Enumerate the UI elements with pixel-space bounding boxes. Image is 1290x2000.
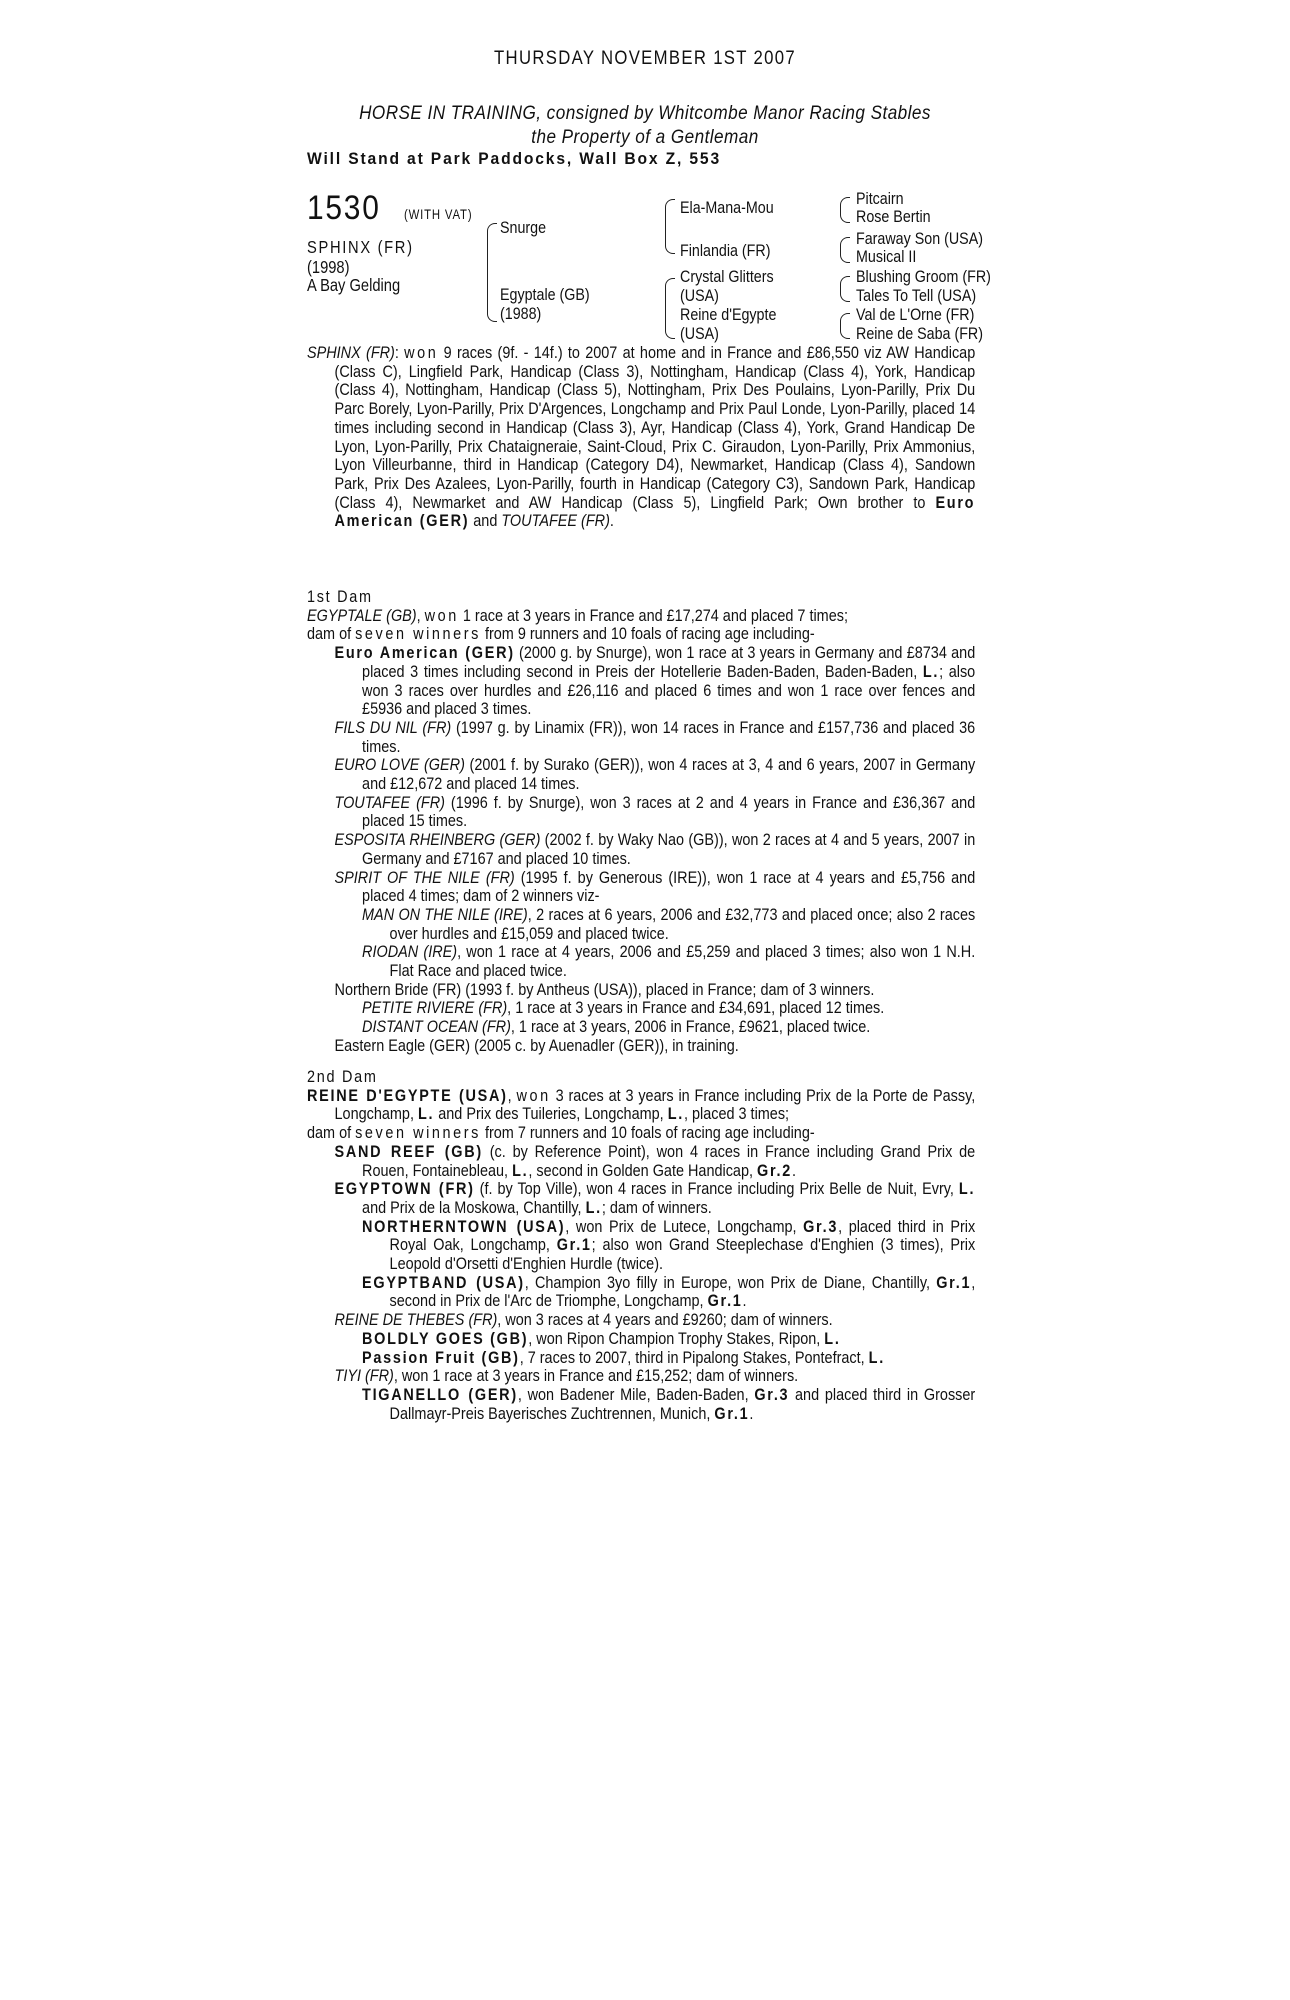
pedigree-sdd: Musical II [856, 247, 917, 266]
produce-entry [307, 943, 975, 980]
produce-name: REINE DE THEBES (FR) [334, 1310, 498, 1330]
sale-date: THURSDAY NOVEMBER 1ST 2007 [494, 48, 796, 69]
pedigree-sire-dam: Finlandia (FR) [680, 241, 771, 260]
first-dam-section [307, 588, 975, 1056]
produce-entry [307, 794, 975, 831]
produce-name: EGYPTBAND (USA) [362, 1272, 525, 1292]
brace-sd-bottom [840, 250, 850, 263]
produce-text: . [791, 1160, 796, 1180]
record-won: won [404, 343, 439, 362]
first-dam-entries [307, 644, 975, 1055]
produce-name: FILS DU NIL (FR) [334, 717, 452, 737]
first-dam-heading: 1st Dam [307, 587, 373, 606]
produce-grade: L. [958, 1179, 976, 1199]
produce-name: Euro American (GER) [334, 643, 515, 663]
produce-text: ; also won Grand Steeplechase d'Enghien (3 times), Prix Leopold d'Orsetti d'Enghien Hurdle (twice). [389, 1235, 976, 1274]
produce-text: , won 1 race at 3 years in France and £15,252; dam of winners. [393, 1366, 799, 1386]
record-sister: TOUTAFEE (FR) [501, 511, 610, 531]
produce-entry [307, 1274, 975, 1311]
second-dam-grade-2: L. [667, 1104, 684, 1124]
pedigree-dds: Val de L'Orne (FR) [856, 305, 975, 324]
first-dam-produce [307, 625, 975, 644]
produce-name: BOLDLY GOES (GB) [362, 1328, 529, 1348]
record-and: and [469, 511, 502, 531]
pedigree-dam-sire-country: (USA) [680, 286, 719, 305]
produce-text: and Prix de la Moskowa, Chantilly, [362, 1197, 586, 1217]
brace-sire-bottom [665, 224, 675, 254]
produce-name: TOUTAFEE (FR) [334, 792, 445, 812]
horse-year: (1998) [307, 257, 350, 277]
produce-entry [307, 1330, 975, 1349]
record-horse-name: SPHINX (FR) [307, 343, 395, 362]
produce-entry [307, 999, 975, 1018]
pedigree-dam-dam-country: (USA) [680, 324, 719, 343]
produce-name: MAN ON THE NILE (IRE) [362, 904, 528, 924]
produce-text: , 1 race at 3 years in France and £34,691, placed 12 times. [507, 998, 885, 1018]
produce-entry [307, 1349, 975, 1368]
pedigree-dsd: Tales To Tell (USA) [856, 286, 977, 305]
second-dam-dam-of: dam of [307, 1123, 356, 1143]
produce-entry [307, 1311, 975, 1330]
produce-grade: Gr.1 [936, 1272, 972, 1292]
horse-description: A Bay Gelding [307, 275, 401, 295]
produce-grade: Gr.1 [556, 1235, 592, 1255]
produce-name: EGYPTOWN (FR) [334, 1179, 475, 1199]
record-brother: Euro American (GER) [334, 492, 976, 531]
produce-text: , won Prix de Lutece, Longchamp, [565, 1216, 804, 1236]
pedigree-sss: Pitcairn [856, 189, 904, 208]
produce-text: (2001 f. by Surako (GER)), won 4 races at 3, 4 and 6 years, 2007 in Germany and £12,672 and placed 14 times. [362, 755, 976, 794]
produce-text: , second in Golden Gate Handicap, [528, 1160, 758, 1180]
produce-text: (2000 g. by Snurge), won 1 race at 3 years in Germany and £8734 and placed 3 times including second in Preis der Hotellerie Baden-Baden, Baden-Baden, [362, 643, 976, 681]
produce-name: TIYI (FR) [334, 1366, 394, 1386]
brace-gen1-top [487, 223, 497, 264]
produce-text: (f. by Top Ville), won 4 races in France including Prix Belle de Nuit, Evry, [474, 1179, 959, 1199]
produce-entry [307, 831, 975, 868]
produce-name: EURO LOVE (GER) [334, 755, 465, 775]
pedigree-ssd: Rose Bertin [856, 207, 931, 226]
produce-text: (1997 g. by Linamix (FR)), won 14 races in France and £157,736 and placed 36 times. [362, 717, 976, 756]
record-end: . [609, 511, 614, 531]
produce-entry [307, 719, 975, 756]
lot-number: 1530 [307, 189, 381, 227]
first-dam-winners: seven winners [355, 624, 481, 644]
racing-record: SPHINX (FR): won 9 races (9f. - 14f.) to 2007 at home and in France and £86,550 viz AW Handicap (Class C), Lingfield Park, Handicap (Class 3), Nottingham, Handicap (Class 4), York, Handicap (Class 4), Nottingham, Handicap (Class 5), Nottingham, Prix Des Poulains, Lyon-Parilly, Prix Du Parc Borely, Lyon-Parilly, Prix D'Argences, Longchamp and Prix Paul Londe, Lyon-Parilly, placed 14 times including second in Handicap (Class 3), Ayr, Handicap (Class 4), York, Grand Handicap De Lyon, Lyon-Parilly, Prix Chataigneraie, Saint-Cloud, Prix C. Giraudon, Lyon-Parilly, Prix Ammonius, Lyon Villeurbanne, third in Handicap (Category D4), Newmarket, Handicap (Class 4), Sandown Park, Prix Des Azalees, Lyon-Parilly, fourth in Handicap (Category C3), Sandown Park, Handicap (Class 4), Newmarket and AW Handicap (Class 5), Lingfield Park; Own brother to Euro American (GER) and TOUTAFEE (FR). [307, 343, 976, 531]
produce-text: , won 3 races at 4 years and £9260; dam of winners. [497, 1310, 833, 1330]
produce-entry [307, 644, 975, 719]
pedigree-dam: Egyptale (GB) [500, 285, 590, 304]
produce-entry [307, 1143, 975, 1180]
first-dam-dam-of: dam of [307, 624, 356, 644]
produce-name: NORTHERNTOWN (USA) [362, 1216, 566, 1236]
lot-vat: (WITH VAT) [404, 207, 473, 222]
property-line: the Property of a Gentleman [531, 126, 759, 148]
first-dam-intro: EGYPTALE (GB), won 1 race at 3 years in France and £17,274 and placed 7 times; [307, 605, 848, 625]
second-dam-intro: REINE D'EGYPTE (USA), won 3 races at 3 years in France including Prix de la Porte de Passy, Longchamp, L. and Prix des Tuileries, Longchamp, L., placed 3 times; [307, 1085, 976, 1124]
pedigree-dam-year: (1988) [500, 304, 542, 323]
pedigree-ddd: Reine de Saba (FR) [856, 324, 983, 343]
produce-name: PETITE RIVIERE (FR) [362, 998, 508, 1018]
first-dam-won: won [424, 605, 459, 625]
produce-text: , 7 races to 2007, third in Pipalong Stakes, Pontefract, [519, 1347, 869, 1367]
produce-entry [307, 1180, 975, 1217]
produce-grade: L. [868, 1347, 885, 1367]
produce-text: . [749, 1403, 754, 1423]
second-dam-produce [307, 1124, 975, 1143]
second-dam-produce-text: from 7 runners and 10 foals of racing age including- [480, 1123, 815, 1143]
produce-name: DISTANT OCEAN (FR) [362, 1017, 511, 1037]
pedigree-dss: Blushing Groom (FR) [856, 267, 991, 286]
produce-text: ; dam of winners. [601, 1197, 712, 1217]
produce-text: , won 1 race at 4 years, 2006 and £5,259 and placed 3 times; also won 1 N.H. Flat Race and placed twice. [389, 942, 976, 981]
produce-entry [307, 756, 975, 793]
produce-text: (c. by Reference Point), won 4 races in France including Grand Prix de Rouen, Fontainebleau, [362, 1141, 976, 1180]
produce-text: , won Ripon Champion Trophy Stakes, Ripon, [528, 1328, 825, 1348]
produce-grade: L. [585, 1197, 602, 1217]
produce-grade: Gr.3 [754, 1384, 790, 1404]
produce-text: ; also won 3 races over hurdles and £26,116 and placed 6 times and won 1 race over fences and £5936 and placed 3 times. [362, 661, 976, 719]
brace-ds-bottom [840, 289, 850, 302]
second-dam-name: REINE D'EGYPTE (USA) [307, 1085, 508, 1105]
produce-grade: L. [922, 661, 940, 681]
produce-text: , 1 race at 3 years, 2006 in France, £9621, placed twice. [510, 1017, 871, 1037]
horse-name: SPHINX (FR) [307, 237, 414, 257]
produce-text: , 2 races at 6 years, 2006 and £32,773 and placed once; also 2 races over hurdles and £15,059 and placed twice. [389, 904, 976, 943]
first-dam-produce-text: from 9 runners and 10 foals of racing age including- [480, 624, 815, 644]
second-dam-intro-text: 3 races at 3 years in France including Prix de la Porte de Passy, Longchamp, [334, 1085, 976, 1124]
produce-entry [307, 1367, 975, 1386]
consignment-line: HORSE IN TRAINING, consigned by Whitcombe Manor Racing Stables [359, 102, 931, 124]
produce-entry [307, 869, 975, 906]
brace-sire-top [665, 199, 675, 225]
pedigree-dam-sire: Crystal Glitters [680, 267, 774, 286]
produce-text: . [742, 1291, 747, 1311]
produce-text: , second in Prix de l'Arc de Triomphe, Longchamp, [389, 1272, 976, 1311]
produce-text: , Champion 3yo filly in Europe, won Prix de Diane, Chantilly, [524, 1272, 937, 1292]
produce-name: Passion Fruit (GB) [362, 1347, 520, 1367]
produce-name: Northern Bride (FR) [334, 979, 462, 999]
produce-name: TIGANELLO (GER) [362, 1384, 518, 1404]
produce-text: (1993 f. by Antheus (USA)), placed in France; dam of 3 winners. [461, 979, 875, 999]
second-dam-section [307, 1068, 975, 1423]
produce-entry [307, 1018, 975, 1037]
brace-ds-top [840, 276, 850, 290]
produce-grade: L. [512, 1160, 529, 1180]
stand-location: Will Stand at Park Paddocks, Wall Box Z, 553 [307, 149, 721, 168]
record-text: 9 races (9f. - 14f.) to 2007 at home and in France and £86,550 viz AW Handicap (Class C), Lingfield Park, Handicap (Class 3), Nottingham, Handicap (Class 4), York, Handicap (Class 4), Nottingham, Handicap (Class 5), Nottingham, Prix Des Poulains, Lyon-Parilly, Prix Du Parc Borely, Lyon-Parilly, Prix D'Argences, Longchamp and Prix Paul Londe, Lyon-Parilly, placed 14 times including second in Handicap (Class 3), Ayr, Handicap (Class 4), York, Grand Handicap De Lyon, Lyon-Parilly, Prix Chataigneraie, Saint-Cloud, Prix C. Giraudon, Lyon-Parilly, Prix Ammonius, Lyon Villeurbanne, third in Handicap (Category D4), Newmarket, Handicap (Class 4), Sandown Park, Prix Des Azalees, Lyon-Parilly, fourth in Handicap (Category C3), Sandown Park, Handicap (Class 4), Newmarket and AW Handicap (Class 5), Lingfield Park; Own brother to [334, 343, 976, 512]
produce-text: (1995 f. by Generous (IRE)), won 1 race at 4 years and £5,756 and placed 4 times; dam of 2 winners viz- [362, 867, 976, 906]
brace-dd-top [840, 313, 850, 327]
produce-grade: Gr.2 [757, 1160, 792, 1180]
pedigree-sire: Snurge [500, 218, 547, 237]
second-dam-grade-1: L. [417, 1104, 435, 1124]
produce-text: (1996 f. by Snurge), won 3 races at 2 and 4 years in France and £36,367 and placed 15 times. [362, 792, 976, 831]
produce-name: Eastern Eagle (GER) [334, 1035, 471, 1055]
produce-text: , placed third in Prix Royal Oak, Longchamp, [389, 1216, 976, 1255]
produce-text: (2002 f. by Waky Nao (GB)), won 2 races at 4 and 5 years, 2007 in Germany and £7167 and placed 10 times. [362, 830, 976, 868]
second-dam-winners: seven winners [355, 1123, 481, 1143]
produce-name: RIODAN (IRE) [362, 942, 458, 962]
produce-grade: L. [824, 1328, 841, 1348]
produce-text: , won Badener Mile, Baden-Baden, [517, 1384, 755, 1404]
second-dam-heading: 2nd Dam [307, 1067, 378, 1086]
pedigree-dam-dam: Reine d'Egypte [680, 305, 777, 324]
produce-text: and placed third in Grosser Dallmayr-Preis Bayerisches Zuchtrennen, Munich, [389, 1384, 976, 1423]
produce-grade: Gr.3 [803, 1216, 839, 1236]
brace-ss-top [840, 197, 850, 211]
brace-gen1-bottom [487, 263, 497, 322]
produce-grade: Gr.1 [714, 1403, 750, 1423]
brace-sd-top [840, 237, 850, 251]
produce-grade: Gr.1 [707, 1291, 743, 1311]
produce-text: (2005 c. by Auenadler (GER)), in training. [470, 1035, 739, 1055]
brace-dam-top [665, 278, 675, 309]
pedigree-sire-sire: Ela-Mana-Mou [680, 198, 774, 217]
first-dam-name: EGYPTALE (GB) [307, 605, 417, 625]
first-dam-intro-text: 1 race at 3 years in France and £17,274 and placed 7 times; [458, 605, 848, 625]
second-dam-intro-text-2: and Prix des Tuileries, Longchamp, [434, 1104, 668, 1124]
produce-entry [307, 1386, 975, 1423]
second-dam-entries [307, 1143, 975, 1424]
second-dam-won: won [516, 1085, 551, 1105]
produce-name: SPIRIT OF THE NILE (FR) [334, 867, 515, 887]
produce-entry [307, 906, 975, 943]
brace-ss-bottom [840, 210, 850, 223]
produce-entry [307, 981, 975, 1000]
pedigree-sds: Faraway Son (USA) [856, 229, 983, 248]
produce-entry [307, 1218, 975, 1274]
second-dam-intro-text-3: , placed 3 times; [683, 1104, 790, 1124]
produce-name: SAND REEF (GB) [334, 1141, 483, 1161]
brace-dam-bottom [665, 308, 675, 339]
produce-name: ESPOSITA RHEINBERG (GER) [334, 830, 541, 850]
produce-entry [307, 1037, 975, 1056]
brace-dd-bottom [840, 326, 850, 339]
